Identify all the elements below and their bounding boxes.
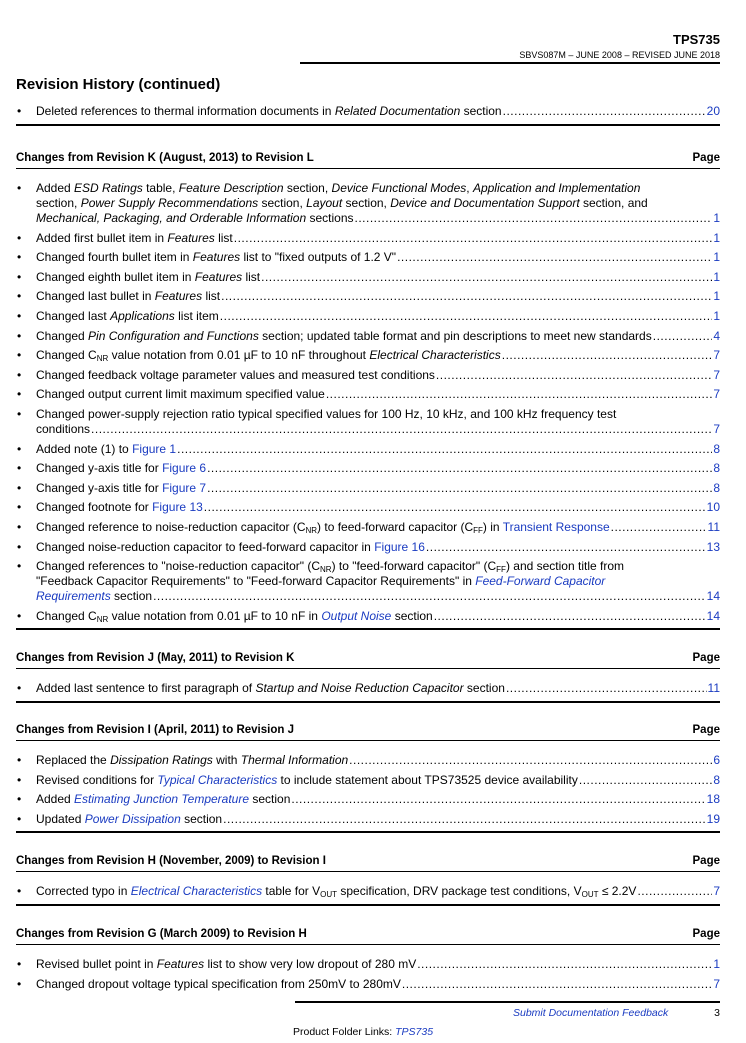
footer-rule <box>295 1001 720 1003</box>
section-link[interactable]: Feed-Forward Capacitor <box>475 574 606 589</box>
list-item: • Changed reference to noise-reduction capacitor $(C_{NR})$ to feed-forward capacitor $(C_{FF})$ in Transient Response ..... 11 <box>16 520 720 535</box>
header-part-number: TPS735 <box>673 32 720 47</box>
page-link[interactable]: 14 <box>706 589 720 604</box>
section-title: Changes from Revision K (August, 2013) to Revision L <box>16 152 314 164</box>
product-folder-link[interactable]: TPS735 <box>395 1026 434 1038</box>
figure-link[interactable]: Figure 1 <box>132 441 177 456</box>
page-column-label: Page <box>692 152 720 164</box>
page-link[interactable]: 13 <box>706 539 720 554</box>
page-link[interactable]: 8 <box>713 772 720 787</box>
list-item: • Changed Pin Configuration and Functions section; updated table format and pin descriptions to meet new standards ..... 4 <box>16 329 720 344</box>
list-item: • Changed last Applications list item ..... 1 <box>16 309 720 324</box>
page-link[interactable]: 1 <box>713 957 720 971</box>
section-link[interactable]: Electrical Characteristics <box>130 884 263 898</box>
section-divider <box>16 124 720 126</box>
page-column-label: Page <box>692 928 720 940</box>
section-rev-j-to-k <box>16 648 720 703</box>
list-item: • Added first bullet item in Features list ..... 1 <box>16 231 720 246</box>
figure-link[interactable]: Figure 16 <box>374 539 425 554</box>
section-link[interactable]: Transient Response <box>502 519 610 534</box>
page-link[interactable]: 8 <box>713 461 720 476</box>
page-link[interactable]: 7 <box>713 976 720 991</box>
page-link[interactable]: 10 <box>706 500 720 515</box>
page-link[interactable]: 7 <box>713 421 720 436</box>
list-item: • Changed output current limit maximum specified value ..... 7 <box>16 387 720 402</box>
list-item: • Revised conditions for Typical Characteristics to include statement about TPS73525 device availability ..... 8 <box>16 773 720 788</box>
list-item: • Added note (1) to Figure 1 ..... 8 <box>16 442 720 457</box>
page-link[interactable]: 1 <box>713 308 720 323</box>
page-link[interactable]: 14 <box>706 608 720 623</box>
section-rev-g-to-h <box>16 924 720 996</box>
page-link[interactable]: 20 <box>706 104 720 118</box>
section-link[interactable]: Estimating Junction Temperature <box>74 792 250 807</box>
page-link[interactable]: 8 <box>713 441 720 456</box>
list-item: • Changed y-axis title for Figure 6 ..... 8 <box>16 461 720 476</box>
section-link[interactable]: Power Dissipation <box>84 811 181 826</box>
page-link[interactable]: 1 <box>713 250 720 265</box>
list-item: • Added last sentence to first paragraph of Startup and Noise Reduction Capacitor section ..... 11 <box>16 681 720 696</box>
page-link[interactable]: 1 <box>713 211 720 225</box>
list-item: • Changed y-axis title for Figure 7 ..... 8 <box>16 481 720 496</box>
list-item: • Added ESD Ratings table, Feature Description section, Device Functional Modes, Application and Implementation section, Power Supply Recommendations section, Layout section, Device and Documentation Support section, and Mechanical, Packaging, and Orderable Information sections ..... 1 <box>16 181 720 226</box>
list-item: • Deleted references to thermal information documents in Related Documentation section ..... 20 <box>16 104 720 119</box>
list-item: • Changed feedback voltage parameter values and measured test conditions ..... 7 <box>16 368 720 383</box>
page-link[interactable]: 1 <box>713 269 720 284</box>
list-item: • Updated Power Dissipation section ..... 19 <box>16 812 720 827</box>
list-item: • Changed $C_{NR}$ value notation from 0.01 µF to 10 nF throughout Electrical Characteristics ..... 7 <box>16 348 720 363</box>
list-item: • Added Estimating Junction Temperature section ..... 18 <box>16 792 720 807</box>
list-item: • Changed last bullet in Features list ..... 1 <box>16 289 720 304</box>
list-item: • Changed footnote for Figure 13 ..... 10 <box>16 500 720 515</box>
header-rule <box>300 62 720 64</box>
page-title: Revision History (continued) <box>16 76 221 93</box>
list-item: • Changed noise-reduction capacitor to feed-forward capacitor in Figure 16 ..... 13 <box>16 540 720 555</box>
list-item: • Changed fourth bullet item in Features list to "fixed outputs of 1.2 V" ..... 1 <box>16 250 720 265</box>
page-link[interactable]: 1 <box>713 230 720 245</box>
page-link[interactable]: 7 <box>713 884 720 898</box>
page-link[interactable]: 11 <box>707 519 720 534</box>
section-divider <box>16 628 720 630</box>
page-link[interactable]: 8 <box>713 480 720 495</box>
list-item: • Replaced the Dissipation Ratings with Thermal Information ..... 6 <box>16 753 720 768</box>
page-link[interactable]: 7 <box>713 348 720 363</box>
header-doc-info: SBVS087M – JUNE 2008 – REVISED JUNE 2018 <box>519 50 720 60</box>
page-column-label: Page <box>692 652 720 664</box>
section-link[interactable]: Typical Characteristics <box>157 772 278 787</box>
list-item: • Changed $C_{NR}$ value notation from 0.01 µF to 10 nF in Output Noise section ..... 14 <box>16 609 720 624</box>
section-title: Changes from Revision G (March 2009) to Revision H <box>16 928 307 940</box>
section-divider <box>16 904 720 906</box>
page-link[interactable]: 19 <box>706 811 720 826</box>
page-link[interactable]: 18 <box>706 792 720 807</box>
section-rev-k-to-l <box>16 148 720 630</box>
page-link[interactable]: 7 <box>713 387 720 402</box>
list-item: • Corrected typo in Electrical Characteristics table for $V_{OUT}$ specification, DRV package test conditions, $V_{OUT} \le 2.2V$ ..... 7 <box>16 884 720 899</box>
section-rev-h-to-i <box>16 851 720 906</box>
submit-feedback-link[interactable]: Submit Documentation Feedback <box>513 1007 669 1019</box>
list-item: • Changed references to "noise-reduction capacitor" $(C_{NR})$ to "feed-forward capacitor" $(C_{FF})$ and section title from "Feedback Capacitor Requirements" to "Feed-forward Capacitor Requirements" in Feed-Forward Capacitor Requirements section ..... 14 <box>16 559 720 604</box>
page-link[interactable]: 6 <box>713 753 720 767</box>
list-item: • Changed eighth bullet item in Features list ..... 1 <box>16 270 720 285</box>
figure-link[interactable]: Figure 13 <box>152 500 203 515</box>
section-divider <box>16 701 720 703</box>
section-divider <box>16 831 720 833</box>
list-item: • Revised bullet point in Features list to show very low dropout of 280 mV ..... 1 <box>16 957 720 972</box>
page-link[interactable]: 11 <box>707 681 720 695</box>
section-rev-i-to-j <box>16 720 720 833</box>
section-title: Changes from Revision H (November, 2009) to Revision I <box>16 855 326 867</box>
product-folder-links: Product Folder Links: TPS735 <box>293 1026 434 1038</box>
page-number: 3 <box>714 1007 720 1019</box>
figure-link[interactable]: Figure 7 <box>162 480 207 495</box>
page-column-label: Page <box>692 855 720 867</box>
list-item: • Changed dropout voltage typical specification from 250mV to 280mV ..... 7 <box>16 977 720 992</box>
page-link[interactable]: 4 <box>713 328 720 343</box>
section-title: Changes from Revision J (May, 2011) to Revision K <box>16 652 295 664</box>
page-link[interactable]: 1 <box>713 289 720 304</box>
page-column-label: Page <box>692 724 720 736</box>
section-title: Changes from Revision I (April, 2011) to Revision J <box>16 724 294 736</box>
section-link[interactable]: Output Noise <box>321 608 392 623</box>
section-link[interactable]: Requirements <box>36 589 111 604</box>
figure-link[interactable]: Figure 6 <box>162 461 207 476</box>
list-item: • Changed power-supply rejection ratio typical specified values for 100 Hz, 10 kHz, and 100 kHz frequency test conditions ..... 7 <box>16 407 720 437</box>
page-link[interactable]: 7 <box>713 367 720 382</box>
continued-list <box>16 104 720 126</box>
